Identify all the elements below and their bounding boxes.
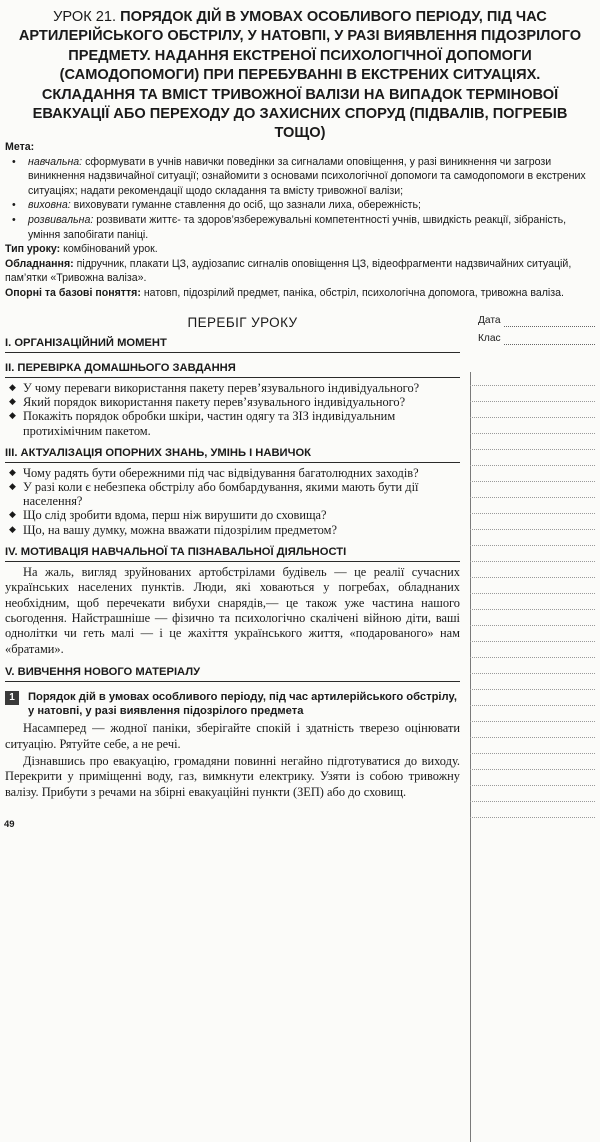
paragraph: На жаль, вигляд зруйнованих артобстрілами будівель — це реалії сучасних українських населених пунктів. Люди, які ховаються у погребах, обладнаних необхідним, щоб перечекати вибухи снарядів,— це також уже частина нашого сьогодення. Найстрашніше — фізично та психологічно скалічені війною діти, ваші однолітки чи геть малі — і це жахіття українського життя, «подарованого» нам «братами». [5,564,460,656]
question-text: Чому радять бути обережними під час відвідування багатолюдних заходів? [23,465,419,480]
date-label: Дата [478,315,501,326]
margin-bracket [470,372,475,1142]
note-line [470,689,595,690]
paragraph: Насамперед — жодної паніки, зберігайте спокій і здатність тверезо оцінювати ситуацію. Рятуйте себе, а не речі. [5,721,460,751]
section-heading: II. ПЕРЕВІРКА ДОМАШНЬОГО ЗАВДАННЯ [5,361,460,378]
lesson-title-text: ПОРЯДОК ДІЙ В УМОВАХ ОСОБЛИВОГО ПЕРІОДУ, ПІД ЧАС АРТИЛЕРІЙСЬКОГО ОБСТРІЛУ, У НАТОВПІ, У РАЗІ ВИЯВЛЕННЯ ПІДОЗРІЛОГО ПРЕДМЕТУ. НАДАННЯ ЕКСТРЕНОЇ ПСИХОЛОГІЧНОЇ ДОПОМОГИ (САМОДОПОМОГИ) ПРИ ПЕРЕБУВАННІ В ЕКСТРЕНИХ СИТУАЦІЯХ. СКЛАДАННЯ ТА ВМІСТ ТРИВОЖНОЇ ВАЛІЗИ НА ВИПАДОК ТЕРМІНОВОЇ ЕВАКУАЦІЇ АБО ПЕРЕХОДУ ДО ЗАХИСНИХ СПОРУД (ПІДВАЛІВ, ПОГРЕБІВ ТОЩО) [18,9,582,142]
class-label: Клас [478,333,501,344]
number-badge: 1 [5,691,19,705]
section-heading: I. ОРГАНІЗАЦІЙНИЙ МОМЕНТ [5,336,460,353]
question-text: У чому переваги використання пакету перев’язувального індивідуального? [23,381,420,395]
note-line [470,737,595,738]
list-item [5,381,460,395]
note-line [470,609,595,610]
question-text: У разі коли є небезпека обстрілу або бомбардування, якими мають бути дії населення? [23,480,419,509]
diamond-icon: ◆ [9,524,16,535]
goal-text: розвивати життє- та здоров’язбережувальні компетентності учнів, швидкість реакції, зібраність, уміння запобігати паніці. [28,213,567,241]
notes-margin [470,315,595,351]
note-line [470,497,595,498]
note-line [470,593,595,594]
lesson-type [5,242,595,257]
list-item [5,480,460,508]
note-line [470,785,595,786]
concepts-text: натовп, підозрілий предмет, паніка, обстріл, психологічна допомога, тривожна валіза. [140,286,564,299]
list-item [5,409,460,437]
list-item [5,466,460,480]
question-text: Покажіть порядок обробки шкіри, частин одягу та ЗІЗ індивідуальним протихімічним пакетом. [23,409,396,438]
note-line [470,449,595,450]
bullet-icon: • [12,155,16,168]
note-line [470,385,595,386]
note-line [470,577,595,578]
subsection-heading [5,690,460,718]
goal-type: навчальна: [28,155,83,168]
concepts-label: Опорні та базові поняття: [5,286,141,299]
question-text: Який порядок використання пакету перев’язувального індивідуального? [23,395,406,410]
note-line [470,401,595,402]
date-field[interactable] [470,315,595,333]
class-line [504,344,595,345]
note-line [470,433,595,434]
question-text: Що слід зробити вдома, перш ніж вирушити до сховища? [23,508,327,523]
diamond-icon: ◆ [9,467,16,478]
note-line [470,753,595,754]
concepts [5,286,595,301]
note-line [470,465,595,466]
note-line [470,673,595,674]
diamond-icon: ◆ [9,510,16,521]
goal-item [5,155,595,199]
lesson-title [12,8,588,144]
paragraph: Дізнавшись про евакуацію, громадяни повинні негайно підготуватися до виходу. Перекрити у приміщенні воду, газ, вимкнути електрику. Узяти із собою тривожну валізу. Прибути з речами на збірні евакуаційні пункти (ЗЕП) або до сховищ. [5,754,460,799]
date-line [504,326,595,327]
diamond-icon: ◆ [9,383,16,393]
note-line [470,801,595,802]
section-heading: IV. МОТИВАЦІЯ НАВЧАЛЬНОЇ ТА ПІЗНАВАЛЬНОЇ ДІЯЛЬНОСТІ [5,545,460,562]
diamond-icon: ◆ [9,397,16,408]
note-line [470,545,595,546]
list-item [5,523,460,537]
diamond-icon: ◆ [9,482,16,493]
note-line [470,641,595,642]
equipment [5,257,595,286]
list-item [5,395,460,409]
page-number: 49 [4,819,15,830]
goal-text: виховувати гуманне ставлення до осіб, що зазнали лиха, обережність; [70,199,421,212]
goals-list [5,155,595,243]
question-list [5,381,460,438]
goal-type: виховна: [28,199,71,212]
note-line [470,625,595,626]
flow-heading: ПЕРЕБІГ УРОКУ [187,315,298,330]
goal-label: Мета: [5,141,35,153]
section-heading: III. АКТУАЛІЗАЦІЯ ОПОРНИХ ЗНАНЬ, УМІНЬ І НАВИЧОК [5,446,460,463]
goal-text: сформувати в учнів навички поведінки за сигналами оповіщення, у разі виникнення чи загрози виникнення надзвичайної ситуації; ознайомити з основами психологічної допомоги та самодопомоги в екстрених ситуаціях; надати рекомендації щодо складання та вмісту тривожної валізи; [28,155,586,197]
equipment-text: підручник, плакати ЦЗ, аудіозапис сигналів оповіщення ЦЗ, відеофрагменти надзвичайних ситуацій, пам’ятки «Тривожна валіза». [5,257,572,285]
question-text: Що, на вашу думку, можна вважати підозрілим предметом? [23,522,337,537]
question-list [5,466,460,537]
diamond-icon: ◆ [9,411,16,422]
class-field[interactable] [470,333,595,351]
note-line [470,769,595,770]
note-line [470,705,595,706]
goal-item [5,213,595,242]
bullet-icon: • [12,199,16,212]
lesson-flow [5,315,460,800]
note-line [470,561,595,562]
lesson-meta [5,140,595,301]
goal-item [5,198,595,213]
lesson-type-label: Тип уроку: [5,243,61,256]
note-line [470,657,595,658]
note-line [470,481,595,482]
goal-type: розвивальна: [28,213,94,226]
equipment-label: Обладнання: [5,257,74,270]
note-line [470,817,595,818]
lesson-type-text: комбінований урок. [60,243,158,256]
note-line [470,417,595,418]
note-line [470,513,595,514]
note-line [470,529,595,530]
bullet-icon: • [12,213,16,226]
note-line [470,721,595,722]
lesson-number: УРОК 21. [53,9,117,25]
subsection-title: Порядок дій в умовах особливого періоду, під час артилерійського обстрілу, у натовпі, у разі виявлення підозрілого предмета [28,691,457,718]
section-heading: V. ВИВЧЕННЯ НОВОГО МАТЕРІАЛУ [5,665,460,682]
list-item [5,508,460,522]
